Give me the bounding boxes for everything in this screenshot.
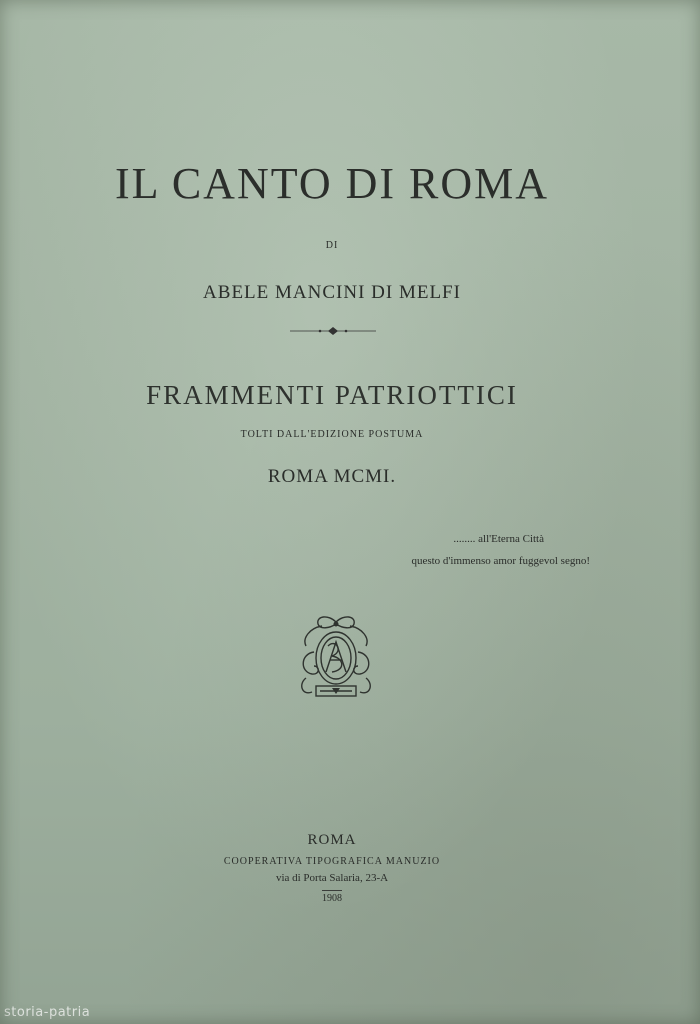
imprint-divider (322, 890, 342, 891)
by-label: DI (325, 240, 339, 251)
epigraph (330, 528, 590, 572)
imprint-city: ROMA (307, 832, 357, 848)
edition-note: TOLTI DALL'EDIZIONE POSTUMA (240, 429, 424, 440)
epigraph-line: ........ all'Eterna Città (453, 533, 544, 545)
author-name: ABELE MANCINI DI MELFI (203, 282, 461, 303)
epigraph-line: questo d'immenso amor fuggevol segno! (411, 555, 590, 567)
imprint-printer: COOPERATIVA TIPOGRAFICA MANUZIO (223, 856, 441, 867)
imprint-address: via di Porta Salaria, 23-A (275, 872, 389, 884)
edition-place-year: ROMA MCMI. (267, 466, 397, 487)
watermark-text: storia-patria (4, 1005, 91, 1020)
book-subtitle: FRAMMENTI PATRIOTTICI (146, 380, 518, 410)
book-title: IL CANTO DI ROMA (114, 159, 550, 208)
imprint-year: 1908 (322, 893, 342, 904)
printer-mark-emblem (292, 612, 380, 704)
ornamental-rule (290, 324, 376, 338)
